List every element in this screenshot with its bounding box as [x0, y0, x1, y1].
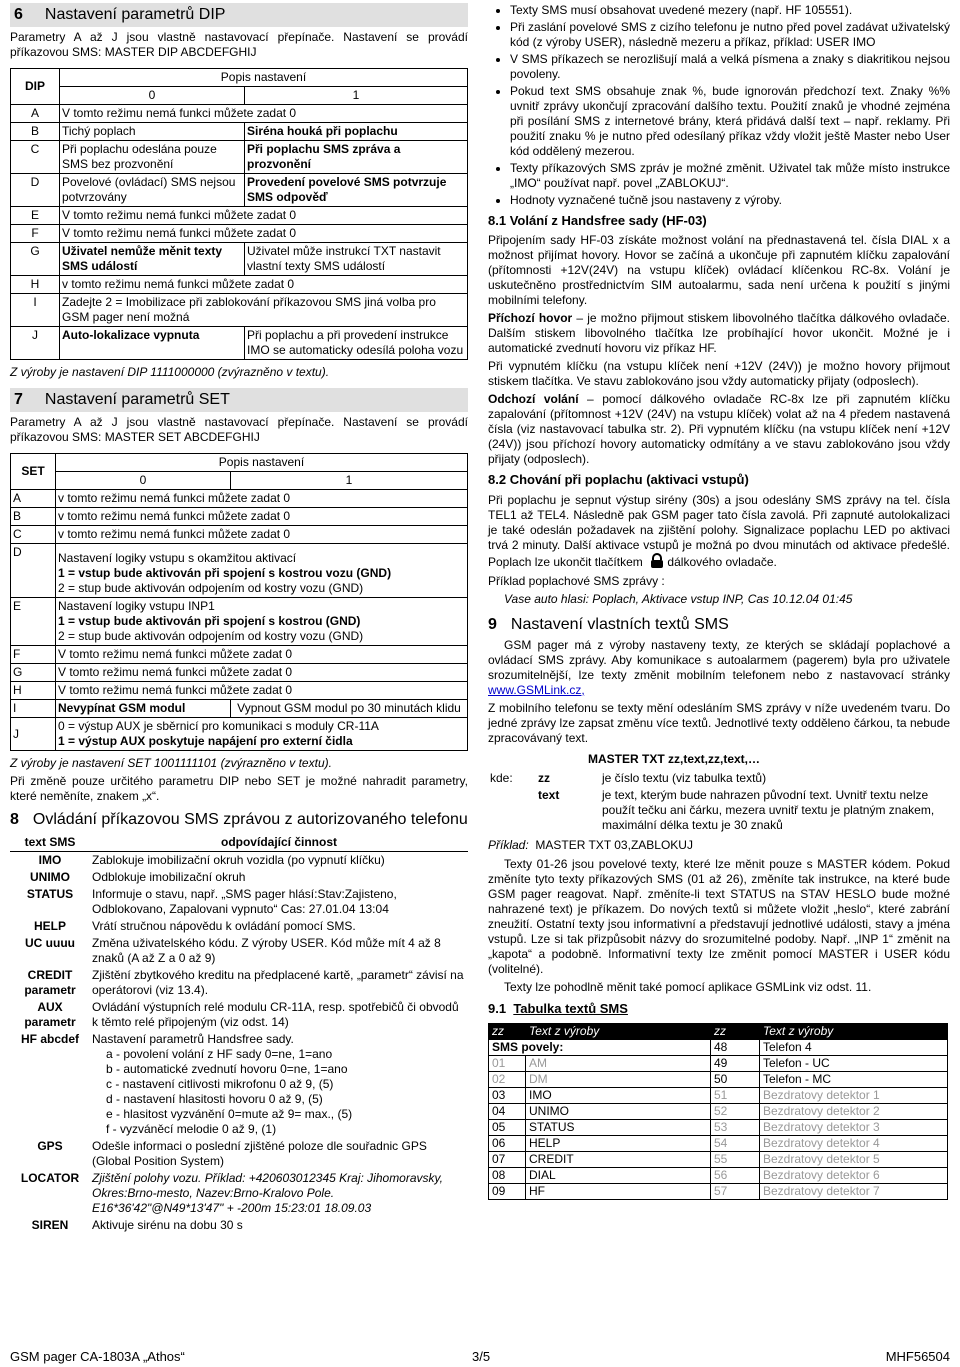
dip-row-e: E V tomto režimu nemá funkci můžete zadat 0 — [11, 207, 468, 225]
left-column — [10, 3, 468, 1234]
set-default: Z výroby je nastavení SET 1001111101 (zvýrazněno v textu). — [10, 756, 332, 770]
dip-table — [10, 68, 468, 360]
txt-command: MASTER TXT zz,text,zz,text,… — [588, 751, 761, 766]
sms-command-table: text SMS odpovídající činnost IMO Zablokuje imobilizační okruh vozidla (po vypnutí klíčku) UNIMO Odblokuje imobilizační okruh STATUS Informuje o stavu, např. „SMS pager hlásí:Stav:Zajisteno, Odblokovano, Zapalovani vypnuto“ Cas: 27.01.04 13:04 HELP Vrátí stručnou nápovědu k ovládání pomocí SMS. UC uuuu Změna uživatelského kódu. Z výroby USER. Kód může mít 4 až 8 znaků (A až Z a 0 až 9) CREDIT parametr Zjištění zbytkového kreditu na předplacené kartě, „parametr“ závisí na operátorovi (viz 13.4). AUX parametr Ovládání výstupních relé modulu CR-11A, resp. spotřebičů či obvodů k těmto relé připojeným (viz odst. 14) HF abcdef Nastavení parametrů Handsfree sady. a - povolení volání z HF sady 0=ne, 1=ano b - automatické zvednutí hovoru 0=ne, 1=ano c - nastavení citlivosti mikrofonu 0 až 9, (5) d - nastavení hlasitosti hovoru 0 až 9, (5) e - hlasitost vyzvánění 0=mute až 9= max., (5) f - vyzváněcí melodie 0 až 9, (1) GPS Odešle informaci o poslední zjištěné poloze dle souřadnic GPS (Global Position System) LOCATOR Zjištění polohy vozu. Příklad: +420603012345 Kraj: Jihomoravsky, Okres:Brno-mesto, Nazev:Brno-Kralovo Pole. E16*36'42"@N49*13'47" + -200m 15:23:01 18.09.03 SIREN Aktivuje sirénu na dobu 30 s — [10, 834, 468, 1234]
table-row: SMS povely: 48 Telefon 4 — [489, 1039, 948, 1055]
sms-text-rows — [489, 1039, 948, 1199]
cmd-row-aux: AUX parametr Ovládání výstupních relé modulu CR-11A, resp. spotřebičů či obvodů k těmto relé připojeným (viz odst. 14) — [24, 1000, 459, 1029]
set-row-g: G V tomto režimu nemá funkci můžete zadat 0 — [11, 664, 468, 682]
section-8-heading: 8 Ovládání příkazovou SMS zprávou z autorizovaného telefonu — [10, 811, 468, 828]
dip-row-a: A V tomto režimu nemá funkci můžete zadat 0 — [11, 105, 468, 123]
set-row-f: F V tomto režimu nemá funkci můžete zadat 0 — [11, 646, 468, 664]
cmd-row-locator: LOCATOR Zjištění polohy vozu. Příklad: +420603012345 Kraj: Jihomoravsky, Okres:Brno-mesto, Nazev:Brno-Kralovo Pole. E16*36'42"@N49*13'47" + -200m 15:23:01 18.09.03 — [20, 1171, 443, 1215]
dip-row-d: D Povelové (ovládací) SMS nejsou potvrzovány Provedení povelové SMS potvrzuje SMS odpověď — [11, 174, 468, 207]
section-7-heading: 7 Nastavení parametrů SET — [10, 388, 468, 412]
table-row: 06 HELP 54 Bezdratovy detektor 4 — [489, 1135, 948, 1151]
section-7-intro: Parametry A až J jsou vlastně nastavovací přepínače. Nastavení se provádí příkazovou SMS: MASTER SET ABCDEFGHIJ — [10, 415, 468, 444]
dip-head-1: 1 — [245, 87, 468, 105]
table-row: 08 DIAL 56 Bezdratovy detektor 6 — [489, 1167, 948, 1183]
section-9-1-heading: 9.1 Tabulka textů SMS — [488, 1000, 628, 1016]
table-row: 03 IMO 51 Bezdratovy detektor 1 — [489, 1087, 948, 1103]
dip-default: Z výroby je nastavení DIP 1111000000 (zvýrazněno v textu). — [10, 365, 330, 379]
section-6-intro: Parametry A až J jsou vlastně nastavovací přepínače. Nastavení se provádí příkazovou SMS: MASTER DIP ABCDEFGHIJ — [10, 30, 468, 59]
dip-row-b: B Tichý poplach Siréna houká při poplachu — [11, 123, 468, 141]
cmd-row-gps: GPS Odešle informaci o poslední zjištěné poloze dle souřadnic GPS (Global Position System) — [37, 1139, 427, 1168]
cmd-row-status: STATUS Informuje o stavu, např. „SMS pager hlásí:Stav:Zajisteno, Odblokovano, Zapalovani vypnuto“ Cas: 27.01.04 13:04 — [26, 887, 397, 916]
dip-head-0: 0 — [60, 87, 245, 105]
dip-row-i: I Zadejte 2 = Imobilizace při zablokování příkazovou SMS jiná volba pro GSM pager není možná — [11, 294, 468, 327]
set-head-popis: Popis nastavení — [56, 454, 468, 472]
right-column: • Texty SMS musí obsahovat uvedené mezery (např. HF 105551). • Při zaslání povelové SMS z cizího telefonu je nutno před povel zadávat uživatelský kód (z výroby USER), následně mezeru a příkaz, příklad: USER IMO • V SMS příkazech se nerozlišují malá a velká písmena a znaky s diakritikou nejsou povoleny. • Pokud text SMS obsahuje znak %, bude ignorován předchozí text. Znaky %% uvnitř zprávy ukončují zpracování dalšího textu. Použití znaků je vhodné zejména při posílání SMS z internetové brány, která přidává další text – např. reklamy. Při použití znaku % je nutno před odesílaný příkaz vždy vložit ještě Master nebo User kód oddělený mezerou. • Texty příkazových SMS zpráv je možné změnit. Uživatel tak může místo instrukce „IMO“ používat např. povel „ZABLOKUJ“. • Hodnoty vyznačené tučně jsou nastaveny z výroby. 8.1 Volání z Handsfree sady (HF-03) Připojením sady HF-03 získáte možnost volání na přednastavená tel. čísla DIAL x a možnost přijímat hovory. Hovor se začíná a ukončuje při zapnutém klíčku zapalování (přítomnosti +12V(24V) na vstupu klíček) ovládací klíčenkou RC-8x. Volání je uskutečněno prostřednictvím SIM autoalarmu, sada není určena k použití s jinými mobilními telefony. Příchozí hovor – je možno přijmout stiskem libovolného tlačítka dálkového ovladače. Dalším stiskem libovolného tlačítka lze probíhající hovor ukončit. Možné je i automatické zvednutí hovoru viz příkaz HF. Při vypnutém klíčku (na vstupu klíček není +12V (24V)) je možno hovory přijmout stiskem tlačítka. Ve stavu zablokováno jsou vždy automaticky přijaty (odposlech). Odchozí volání – pomocí dálkového ovladače RC-8x lze při zapnutém klíčku zapalování (přítomnost +12V (24V) na vstupu klíček) volat až na 4 předem nastavená čísla (viz nastavovací tabulka str. 2). Při vypnutém klíčku (na vstupu klíček není +12V (24V)) jsou příchozí hovory automaticky odmítány a ve stavu zablokováno jsou vždy přijaty (odposlech). 8.2 Chování při poplachu (aktivaci vstupů) Při poplachu je sepnut výstup sirény (30s) a jsou odeslány SMS zprávy na tel. čísla TEL1 až TEL4. Následně pak GSM pager tato čísla zavolá. Při zapnuté autolokalizaci je také odeslán požadavek na zjištění polohy. Signalizace poplachu LED po aktivaci trvá 2 minuty. Další aktivace vstupů je možná po dvou minutách od aktivace předešlé. Poplach lze ukončit tlačítkem dálkového ovladače. Příklad poplachové SMS zprávy : Vase auto hlasi: Poplach, Aktivace vstup INP, Cas 10.12.04 01:45 9 Nastavení vlastních textů SMS GSM pager má z výroby nastaveny texty, ze kterých se skládají poplachové a ovládací SMS zprávy. Aby komunikace s autoalarmem (pagerem) byla pro uživatele srozumitelnější, lze texty změnit mobilním telefonem nebo z nastavovací stránky www.GSMLink.cz, Z mobilního telefonu se texty mění odesláním SMS zprávy v níže uvedeném tvaru. Do jedné zprávy lze zapsat změnu více textů. Jednotlivé texty odděleno čárkou, ta nebude zpracovávaný text. MASTER TXT zz,text,zz,text,… kde: zz je číslo textu (viz tabulka textů) text je text, kterým bude nahrazen původní text. Uvnitř textu nelze použít tečku ani čárku, mezera uvnitř textu je platným znakem, maximální délka textu je 30 znaků Příklad: MASTER TXT 03,ZABLOKUJ Texty 01-26 jsou povelové texty, které lze měnit pouze s MASTER kódem. Pokud změníte tyto texty příkazových SMS (01 až 26), změníte tak instrukce, na které bude GSM pager reagovat. Např. změníte-li text STATUS na STAV HESLO bude možné nahrazené text) je příkazem. Do nových textů si můžete vložit „heslo“, které zabrání zneužití. Ostatní texty jsou informativní a představují jednotlivé události, stavy a jména vstupů. Lze si tak přizpůsobit názvy do srozumitelné podoby. Např. „INP 1“ změnit na „kapota“ a podobně. Informativní texty lze změnit pomocí MASTER i USER kódu (volitelné). Texty lze pohodlně měnit také pomocí aplikace GSMLink viz odst. 11. 9.1 Tabulka textů SMS zz Text z výroby zz Text z výroby SMS povely: 48 Telefon 4 01 AM 49 Telefon - UC 02 DM 50 Telefon - MC 03 IMO 51 Bezdratovy detektor 1 04 UNIMO 52 Bezdratovy detektor 2 05 STATUS 53 Bezdratovy detektor 3 06 HELP 54 Bezdratovy detektor 4 07 CREDIT 55 Bezdratovy detektor 5 08 DIAL 56 Bezdratovy detektor 6 09 HF 57 Bezdratovy detektor 7 — [488, 3, 950, 1200]
set-note: Při změně pouze určitého parametru DIP nebo SET je možné nahradit parametry, které neměníte, znakem „x“. — [10, 774, 468, 803]
table-row: 02 DM 50 Telefon - MC — [489, 1071, 948, 1087]
dip-head-popis: Popis nastavení — [60, 69, 468, 87]
set-row-e: E Nastavení logiky vstupu INP1 1 = vstup bude aktivován při spojení s kostrou (GND) 2 = stup bude aktivován odpojením od kostry vozu (GND) — [11, 598, 468, 646]
note-item: • Pokud text SMS obsahuje znak %, bude ignorován předchozí text. Znaky %% uvnitř zprávy ukončují zpracování dalšího textu. Použití znaků je vhodné zejména při posílání SMS z internetové brány, která přidává další text – např. reklamy. Při použití znaku % je nutno před odesílaný příkaz vždy vložit ještě Master nebo User kód oddělený mezerou. — [510, 84, 950, 159]
table-row: 05 STATUS 53 Bezdratovy detektor 3 — [489, 1119, 948, 1135]
set-head-label: SET — [11, 454, 56, 490]
cmd-row-siren: SIREN Aktivuje sirénu na dobu 30 s — [31, 1218, 243, 1232]
cmd-row-help: HELP Vrátí stručnou nápovědu k ovládání pomocí SMS. — [33, 919, 356, 933]
set-row-c: C v tomto režimu nemá funkci můžete zadat 0 — [11, 526, 468, 544]
cmd-row-unimo: UNIMO Odblokuje imobilizační okruh — [30, 870, 246, 884]
cmd-row-imo: IMO Zablokuje imobilizační okruh vozidla (po vypnutí klíčku) — [38, 853, 385, 867]
section-9-heading: 9 Nastavení vlastních textů SMS — [488, 615, 729, 633]
cmd-row-credit: CREDIT parametr Zjištění zbytkového kreditu na předplacené kartě, „parametr“ závisí na operátorovi (viz 13.4). — [24, 968, 464, 997]
set-row-j: J 0 = výstup AUX je sběrnicí pro komunikaci s moduly CR-11A 1 = výstup AUX poskytuje napájení pro externí čidla — [11, 718, 468, 751]
note-item: • Texty příkazových SMS zpráv je možné změnit. Uživatel tak může místo instrukce „IMO“ používat např. povel „ZABLOKUJ“. — [510, 161, 950, 191]
txt-params: kde: zz je číslo textu (viz tabulka textů) text je text, kterým bude nahrazen původní text. Uvnitř textu nelze použít tečku ani čárku, mezera uvnitř textu je platným znakem, maximální délka textu je 30 znaků — [490, 770, 935, 832]
cmd-row-hf: HF abcdef Nastavení parametrů Handsfree sady. a - povolení volání z HF sady 0=ne, 1=ano b - automatické zvednutí hovoru 0=ne, 1=ano c - nastavení citlivosti mikrofonu 0 až 9, (5) d - nastavení hlasitosti hovoru 0 až 9, (5) e - hlasitost vyzvánění 0=mute až 9= max., (5) f - vyzváněcí melodie 0 až 9, (1) — [20, 1032, 353, 1136]
page: 6 Nastavení parametrů DIP Parametry A až J jsou vlastně nastavovací přepínače. Nastavení se provádí příkazovou SMS: MASTER DIP ABCDEFGHIJ DIP Popis nastavení 0 1 A V tomto režimu nemá funkci můžete zadat 0 B Tichý poplach Siréna houká při poplachu C Při poplachu odeslána pouze SMS bez prozvonění Při poplachu SMS zpráva a prozvonění D Povelové (ovládací) SMS nejsou potvrzovány Provedení povelové SMS potvrzuje SMS odpověď E V tomto režimu nemá funkci můžete zadat 0 F V tomto režimu nemá funkci můžete zadat 0 G Uživatel nemůže měnit texty SMS událostí Uživatel může instrukcí TXT nastavit vlastní texty SMS událostí H v tomto režimu nemá funkci můžete zadat 0 I Zadejte 2 = Imobilizace při zablokování příkazovou SMS jiná volba pro GSM pager není možná J Auto-lokalizace vypnuta Při poplachu a při provedení instrukce IMO se automaticky odesílá poloha vozu Z výroby je nastavení DIP 1111000000 (zvýrazněno v textu). 7 Nastavení parametrů SET Parametry A až J jsou vlastně nastavovací přepínače. Nastavení se provádí příkazovou SMS: MASTER SET ABCDEFGHIJ SET Popis nastavení 0 1 A v tomto režimu nemá funkci můžete zadat 0 B v tomto režimu nemá funkci můžete zadat 0 C v tomto režimu nemá funkci můžete zadat 0 D Nastavení logiky vstupu s okamžitou aktivací 1 = vstup bude aktivován při spojení s kostrou vozu (GND) 2 = stup bude aktivován odpojením od kostry vozu (GND) E Nastavení logiky vstupu INP1 1 = vstup bude aktivován při spojení s kostrou (GND) 2 = stup bude aktivován odpojením od kostry vozu (GND) F V tomto režimu nemá funkci můžete zadat 0 G V tomto režimu nemá funkci můžete zadat 0 H V tomto režimu nemá funkci můžete zadat 0 I Nevypínat GSM modul Vypnout GSM modul po 30 minutách klidu J 0 = výstup AUX je sběrnicí pro komunikaci s moduly CR-11A 1 = výstup AUX poskytuje napájení pro externí čidla Z výroby je nastavení SET 1001111101 (zvýrazněno v textu). Při změně pouze určitého parametru DIP nebo SET je možné nahradit parametry, které neměníte, znakem „x“. 8 Ovládání příkazovou SMS zprávou z autorizovaného telefonu text SMS odpovídající činnost IMO Zablokuje imobilizační okruh vozidla (po vypnutí klíčku) UNIMO Odblokuje imobilizační okruh STATUS Informuje o stavu, např. „SMS pager hlásí:Stav:Zajisteno, Odblokovano, Zapalovani vypnuto“ Cas: 27.01.04 13:04 HELP Vrátí stručnou nápovědu k ovládání pomocí SMS. UC uuuu Změna uživatelského kódu. Z výroby USER. Kód může mít 4 až 8 znaků (A až Z a 0 až 9) CREDIT parametr Zjištění zbytkového kreditu na předplacené kartě, „parametr“ závisí na operátorovi (viz 13.4). AUX parametr Ovládání výstupních relé modulu CR-11A, resp. spotřebičů či obvodů k těmto relé připojeným (viz odst. 14) HF abcdef Nastavení parametrů Handsfree sady. a - povolení volání z HF sady 0=ne, 1=ano b - automatické zvednutí hovoru 0=ne, 1=ano c - nastavení citlivosti mikrofonu 0 až 9, (5) d - nastavení hlasitosti hovoru 0 až 9, (5) e - hlasitost vyzvánění 0=mute až 9= max., (5) f - vyzváněcí melodie 0 až 9, (1) GPS Odešle informaci o poslední zjištěné poloze dle souřadnic GPS (Global Position System) LOCATOR Zjištění polohy vozu. Příklad: +420603012345 Kraj: Jihomoravsky, Okres:Brno-mesto, Nazev:Brno-Kralovo Pole. E16*36'42"@N49*13'47" + -200m 15:23:01 18.09.03 SIREN Aktivuje sirénu na dobu 30 s • Texty SMS musí obsahovat uvedené mezery (např. HF 105551). • Při zaslání povelové SMS z cizího telefonu je nutno před povel zadávat uživatelský kód (z výroby USER), následně mezeru a příkaz, příklad: USER IMO • V SMS příkazech se nerozlišují malá a velká písmena a znaky s diakritikou nejsou povoleny. • Pokud text SMS obsahuje znak %, bude ignorován předchozí text. Znaky %% uvnitř zprávy ukončují zpracování dalšího textu. Použití znaků je vhodné zejména při posílání SMS z internetové brány, která přidává další text – např. reklamy. Při použití znaku % je nutno před odesílaný příkaz vždy vložit ještě Master nebo User kód oddělený mezerou. • Texty příkazových SMS zpráv je možné změnit. Uživatel tak může místo instrukce „IMO“ používat např. povel „ZABLOKUJ“. • Hodnoty vyznačené tučně jsou nastaveny z výroby. 8.1 Volání z Handsfree sady (HF-03) Připojením sady HF-03 získáte možnost volání na přednastavená tel. čísla DIAL x a možnost přijímat hovory. Hovor se začíná a ukončuje při zapnutém klíčku zapalování (přítomnosti +12V(24V) na vstupu klíček) ovládací klíčenkou RC-8x. Volání je uskutečněno prostřednictvím SIM autoalarmu, sada není určena k použití s jinými mobilními telefony. Příchozí hovor – je možno přijmout stiskem libovolného tlačítka dálkového ovladače. Dalším stiskem libovolného tlačítka lze probíhající hovor ukončit. Možné je i automatické zvednutí hovoru viz příkaz HF. Při vypnutém klíčku (na vstupu klíček není +12V (24V)) je možno hovory přijmout stiskem tlačítka. Ve stavu zablokováno jsou vždy automaticky přijaty (odposlech). Odchozí volání – pomocí dálkového ovladače RC-8x lze při zapnutém klíčku zapalování (přítomnost +12V (24V) na vstupu klíček) volat až na 4 předem nastavená čísla (viz nastavovací tabulka str. 2). Při vypnutém klíčku (na vstupu klíček není +12V (24V)) jsou příchozí hovory automaticky odmítány a ve stavu zablokováno jsou vždy přijaty (odposlech). 8.2 Chování při poplachu (aktivaci vstupů) Při poplachu je sepnut výstup sirény (30s) a jsou odeslány SMS zprávy na tel. čísla TEL1 až TEL4. Následně pak GSM pager tato čísla zavolá. Při zapnuté autolokalizaci je také odeslán požadavek na zjištění polohy. Signalizace poplachu LED po aktivaci trvá 2 minuty. Další aktivace vstupů je možná po dvou minutách od aktivace předešlé. Poplach lze ukončit tlačítkem dálkového ovladače. Příklad poplachové SMS zprávy : Vase auto hlasi: Poplach, Aktivace vstup INP, Cas 10.12.04 01:45 9 Nastavení vlastních textů SMS GSM pager má z výroby nastaveny texty, ze kterých se skládají poplachové a ovládací SMS zprávy. Aby komunikace s autoalarmem (pagerem) byla pro uživatele srozumitelnější, lze texty změnit mobilním telefonem nebo z nastavovací stránky www.GSMLink.cz, Z mobilního telefonu se texty mění odesláním SMS zprávy v níže uvedeném tvaru. Do jedné zprávy lze zapsat změnu více textů. Jednotlivé texty odděleno čárkou, ta nebude zpracovávaný text. MASTER TXT zz,text,zz,text,… kde: zz je číslo textu (viz tabulka textů) text je text, kterým bude nahrazen původní text. Uvnitř textu nelze použít tečku ani čárku, mezera uvnitř textu je platným znakem, maximální délka textu je 30 znaků Příklad: MASTER TXT 03,ZABLOKUJ Texty 01-26 jsou povelové texty, které lze měnit pouze s MASTER kódem. Pokud změníte tyto texty příkazových SMS (01 až 26), změníte tak instrukce, na které bude GSM pager reagovat. Např. změníte-li text STATUS na STAV HESLO bude možné nahrazené text) je příkazem. Do nových textů si můžete vložit „heslo“, které zabrání zneužití. Ostatní texty jsou informativní a představují jednotlivé události, stavy a jména vstupů. Lze si tak přizpůsobit názvy do srozumitelné podoby. Např. „INP 1“ změnit na „kapota“ a podobně. Informativní texty lze změnit pomocí MASTER i USER kódu (volitelné). Texty lze pohodlně měnit také pomocí aplikace GSMLink viz odst. 11. 9.1 Tabulka textů SMS zz Text z výroby zz Text z výroby SMS povely: 48 Telefon 4 01 AM 49 Telefon - UC 02 DM 50 Telefon - MC 03 IMO 51 Bezdratovy detektor 1 04 UNIMO 52 Bezdratovy detektor 2 05 STATUS 53 Bezdratovy detektor 3 06 HELP 54 Bezdratovy detektor 4 07 CREDIT 55 Bezdratovy detektor 5 08 DIAL 56 Bezdratovy detektor 6 09 HF 57 Bezdratovy detektor 7 GSM pager CA-1803A „Athos“ 3/5 MHF56504 — [0, 0, 960, 1367]
sms-text-table: zz Text z výroby zz Text z výroby SMS povely: 48 Telefon 4 01 AM 49 Telefon - UC 02 DM 50 Telefon - MC 03 IMO 51 Bezdratovy detektor 1 04 UNIMO 52 Bezdratovy detektor 2 05 STATUS 53 Bezdratovy detektor 3 06 HELP 54 Bezdratovy detektor 4 07 CREDIT 55 Bezdratovy detektor 5 08 DIAL 56 Bezdratovy detektor 6 09 HF 57 Bezdratovy detektor 7 — [488, 1023, 948, 1200]
section-8-2-heading: 8.2 Chování při poplachu (aktivaci vstupů) — [488, 472, 749, 488]
section-8-1-heading: 8.1 Volání z Handsfree sady (HF-03) — [488, 213, 707, 228]
table-row: 07 CREDIT 55 Bezdratovy detektor 5 — [489, 1151, 948, 1167]
dip-row-h: H v tomto režimu nemá funkci můžete zadat 0 — [11, 276, 468, 294]
note-item: • V SMS příkazech se nerozlišují malá a velká písmena a znaky s diakritikou nejsou povoleny. — [510, 52, 950, 82]
table-row: 09 HF 57 Bezdratovy detektor 7 — [489, 1183, 948, 1199]
note-item: • Hodnoty vyznačené tučně jsou nastaveny z výroby. — [510, 193, 950, 208]
table-row: 01 AM 49 Telefon - UC — [489, 1055, 948, 1071]
section-6-heading: 6 Nastavení parametrů DIP — [10, 3, 468, 27]
note-item: • Texty SMS musí obsahovat uvedené mezery (např. HF 105551). — [510, 3, 950, 18]
set-table: SET Popis nastavení 0 1 A v tomto režimu nemá funkci můžete zadat 0 B v tomto režimu nemá funkci můžete zadat 0 C v tomto režimu nemá funkci můžete zadat 0 D Nastavení logiky vstupu s okamžitou aktivací 1 = vstup bude aktivován při spojení s kostrou vozu (GND) 2 = stup bude aktivován odpojením od kostry vozu (GND) E Nastavení logiky vstupu INP1 1 = vstup bude aktivován při spojení s kostrou (GND) 2 = stup bude aktivován odpojením od kostry vozu (GND) F V tomto režimu nemá funkci můžete zadat 0 G V tomto režimu nemá funkci můžete zadat 0 H V tomto režimu nemá funkci můžete zadat 0 I Nevypínat GSM modul Vypnout GSM modul po 30 minutách klidu J 0 = výstup AUX je sběrnicí pro komunikaci s moduly CR-11A 1 = výstup AUX poskytuje napájení pro externí čidla — [10, 453, 468, 751]
dip-row-c: C Při poplachu odeslána pouze SMS bez prozvonění Při poplachu SMS zpráva a prozvonění — [11, 141, 468, 174]
note-item: • Při zaslání povelové SMS z cizího telefonu je nutno před povel zadávat uživatelský kód (z výroby USER), následně mezeru a příkaz, příklad: USER IMO — [510, 20, 950, 50]
set-row-a: A v tomto režimu nemá funkci můžete zadat 0 — [11, 490, 468, 508]
set-row-h: H V tomto režimu nemá funkci můžete zadat 0 — [11, 682, 468, 700]
set-row-b: B v tomto režimu nemá funkci můžete zadat 0 — [11, 508, 468, 526]
set-row-d: D Nastavení logiky vstupu s okamžitou aktivací 1 = vstup bude aktivován při spojení s kostrou vozu (GND) 2 = stup bude aktivován odpojením od kostry vozu (GND) — [11, 544, 468, 598]
dip-row-g: G Uživatel nemůže měnit texty SMS událostí Uživatel může instrukcí TXT nastavit vlastní texty SMS událostí — [11, 243, 468, 276]
dip-row-f: F V tomto režimu nemá funkci můžete zadat 0 — [11, 225, 468, 243]
set-row-i: I Nevypínat GSM modul Vypnout GSM modul po 30 minutách klidu — [11, 700, 468, 718]
lock-button-icon — [650, 553, 664, 569]
gsmlink-link[interactable]: www.GSMLink.cz, — [488, 682, 585, 697]
notes-list — [488, 3, 950, 208]
table-row: 04 UNIMO 52 Bezdratovy detektor 2 — [489, 1103, 948, 1119]
cmd-row-uc: UC uuuu Změna uživatelského kódu. Z výroby USER. Kód může mít 4 až 8 znaků (A až Z a 0 až 9) — [25, 936, 441, 965]
dip-row-j: J Auto-lokalizace vypnuta Při poplachu a při provedení instrukce IMO se automaticky odesílá poloha vozu — [11, 327, 468, 360]
dip-head-label: DIP — [11, 69, 60, 105]
